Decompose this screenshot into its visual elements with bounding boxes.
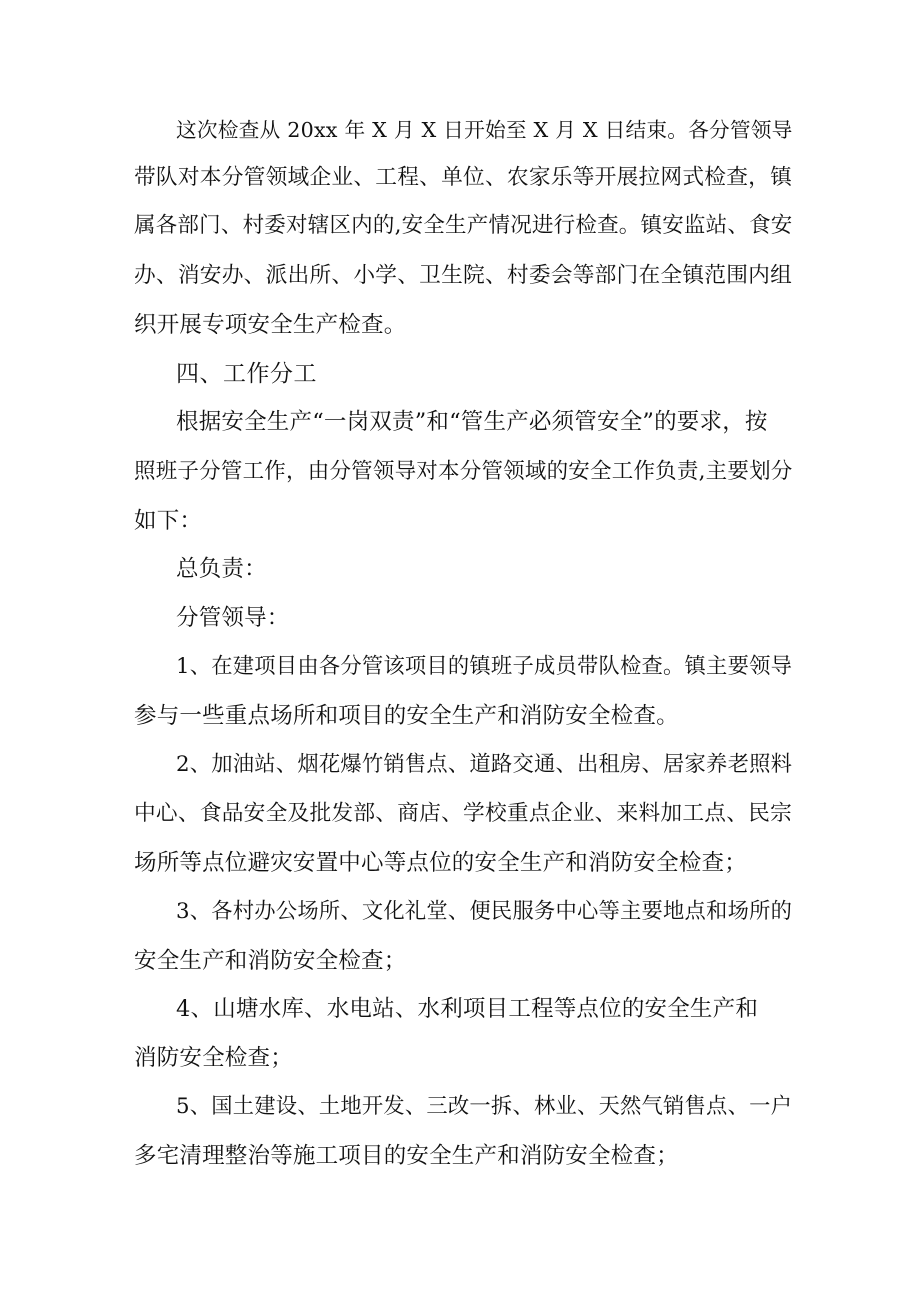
paragraph-line: 属各部门、村委对辖区内的,安全生产情况进行检查。镇安监站、食安	[134, 213, 793, 238]
list-item-line: 4、山塘水库、水电站、水利项目工程等点位的安全生产和	[176, 996, 759, 1022]
list-item-line: 参与一些重点场所和项目的安全生产和消防安全检查。	[134, 703, 679, 729]
list-item-line: 3、各村办公场所、文化礼堂、便民服务中心等主要地点和场所的	[176, 899, 793, 924]
list-item-line: 1、在建项目由各分管该项目的镇班子成员带队检查。镇主要领导	[176, 654, 793, 679]
paragraph-line: 这次检查从 20xx 年 X 月 X 日开始至 X 月 X 日结束。各分管领导	[176, 118, 793, 142]
list-item-line: 安全生产和消防安全检查；	[134, 948, 407, 974]
paragraph-line: 照班子分管工作，由分管领导对本分管领域的安全工作负责,主要划分	[134, 459, 793, 484]
paragraph-line: 如下：	[134, 508, 203, 534]
division-leaders-label: 分管领导：	[176, 605, 290, 631]
paragraph-line: 织开展专项安全生产检查。	[134, 312, 407, 338]
overall-responsible-label: 总负责：	[176, 556, 267, 582]
list-item-line: 场所等点位避灾安置中心等点位的安全生产和消防安全检查；	[134, 850, 747, 876]
paragraph-line: 根据安全生产“一岗双责”和“管生产必须管安全”的要求，按	[176, 409, 768, 435]
list-item-line: 中心、食品安全及批发部、商店、学校重点企业、来料加工点、民宗	[134, 801, 793, 826]
paragraph-line: 办、消安办、派出所、小学、卫生院、村委会等部门在全镇范围内组	[134, 263, 793, 288]
section-heading: 四、工作分工	[176, 361, 317, 387]
list-item-line: 5、国土建设、土地开发、三改一拆、林业、天然气销售点、一户	[176, 1094, 793, 1119]
list-item-line: 多宅清理整治等施工项目的安全生产和消防安全检查；	[134, 1143, 679, 1169]
list-item-line: 2、加油站、烟花爆竹销售点、道路交通、出租房、居家养老照料	[176, 752, 793, 777]
paragraph-line: 带队对本分管领域企业、工程、单位、农家乐等开展拉网式检查，镇	[134, 165, 793, 190]
list-item-line: 消防安全检查；	[134, 1045, 293, 1071]
